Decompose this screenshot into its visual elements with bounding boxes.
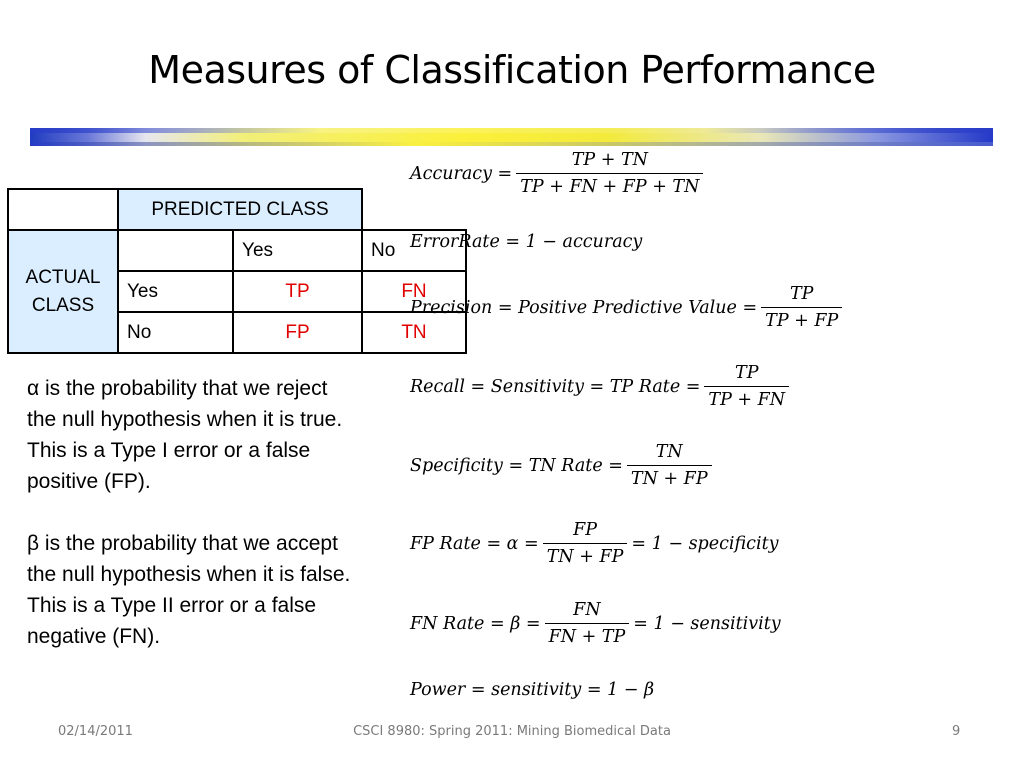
cell-tn: TN — [362, 312, 466, 353]
accuracy-fraction — [516, 150, 703, 197]
precision-denominator: TP + FP — [761, 307, 842, 331]
fn-rate-lhs: FN Rate = β = — [410, 613, 541, 634]
alpha-note — [27, 373, 357, 497]
recall-denominator: TP + FN — [704, 386, 789, 410]
formula-panel — [410, 0, 1010, 768]
specificity-fraction — [627, 442, 712, 489]
fp-rate-numerator: FP — [573, 520, 598, 540]
row-no-header: No — [118, 312, 233, 353]
footer-course: CSCI 8980: Spring 2011: Mining Biomedical Data — [353, 724, 671, 739]
accuracy-denominator: TP + FN + FP + TN — [516, 173, 703, 197]
cell-fp: FP — [233, 312, 362, 353]
accuracy-lhs: Accuracy = — [410, 163, 513, 184]
beta-note — [27, 528, 357, 652]
col-no-header: No — [362, 230, 466, 271]
beta-symbol: β — [27, 532, 40, 555]
beta-text: is the probability that we accept the null hypothesis when it is false. This is a Type II error or a false negative (FN). — [27, 532, 351, 648]
recall-fraction — [704, 363, 789, 410]
specificity-formula — [410, 442, 716, 489]
specificity-denominator: TN + FP — [627, 465, 712, 489]
alpha-text: is the probability that we reject the null hypothesis when it is true. This is a Type I error or a false positive (FP). — [27, 377, 343, 493]
row-yes-header: Yes — [118, 271, 233, 312]
slide-title: Measures of Classification Performance — [148, 48, 876, 92]
specificity-numerator: TN — [655, 442, 683, 462]
actual-class-label: ACTUAL CLASS — [25, 266, 101, 316]
accuracy-formula — [410, 150, 707, 197]
confusion-matrix — [7, 188, 467, 354]
power-formula: Power = sensitivity = 1 − β — [410, 680, 655, 700]
recall-lhs: Recall = Sensitivity = TP Rate = — [410, 376, 701, 397]
precision-lhs: Precision = Positive Predictive Value = — [410, 297, 758, 318]
recall-numerator: TP — [735, 363, 759, 383]
precision-formula — [410, 284, 846, 331]
error-rate-formula: ErrorRate = 1 − accuracy — [410, 232, 643, 252]
fp-rate-lhs: FP Rate = α = — [410, 533, 539, 554]
alpha-symbol: α — [27, 377, 40, 400]
empty-subheader-cell — [118, 230, 233, 271]
fn-rate-formula — [410, 600, 781, 647]
footer-date: 02/14/2011 — [58, 724, 133, 739]
specificity-lhs: Specificity = TN Rate = — [410, 455, 623, 476]
col-yes-header: Yes — [233, 230, 362, 271]
fp-rate-denominator: TN + FP — [543, 543, 628, 567]
fn-rate-rhs: = 1 − sensitivity — [633, 613, 781, 634]
precision-fraction — [761, 284, 842, 331]
predicted-class-header: PREDICTED CLASS — [118, 189, 362, 230]
cell-fn: FN — [362, 271, 466, 312]
hypothesis-notes — [27, 373, 357, 683]
actual-class-header — [8, 230, 118, 353]
fn-rate-fraction — [545, 600, 630, 647]
fp-rate-rhs: = 1 − specificity — [631, 533, 779, 554]
fp-rate-formula — [410, 520, 779, 567]
fn-rate-numerator: FN — [573, 600, 601, 620]
footer-page-number: 9 — [952, 724, 961, 739]
accuracy-numerator: TP + TN — [571, 150, 648, 170]
empty-corner-cell — [8, 189, 118, 230]
fn-rate-denominator: FN + TP — [545, 623, 630, 647]
fp-rate-fraction — [543, 520, 628, 567]
precision-numerator: TP — [789, 284, 814, 304]
recall-formula — [410, 363, 793, 410]
cell-tp: TP — [233, 271, 362, 312]
